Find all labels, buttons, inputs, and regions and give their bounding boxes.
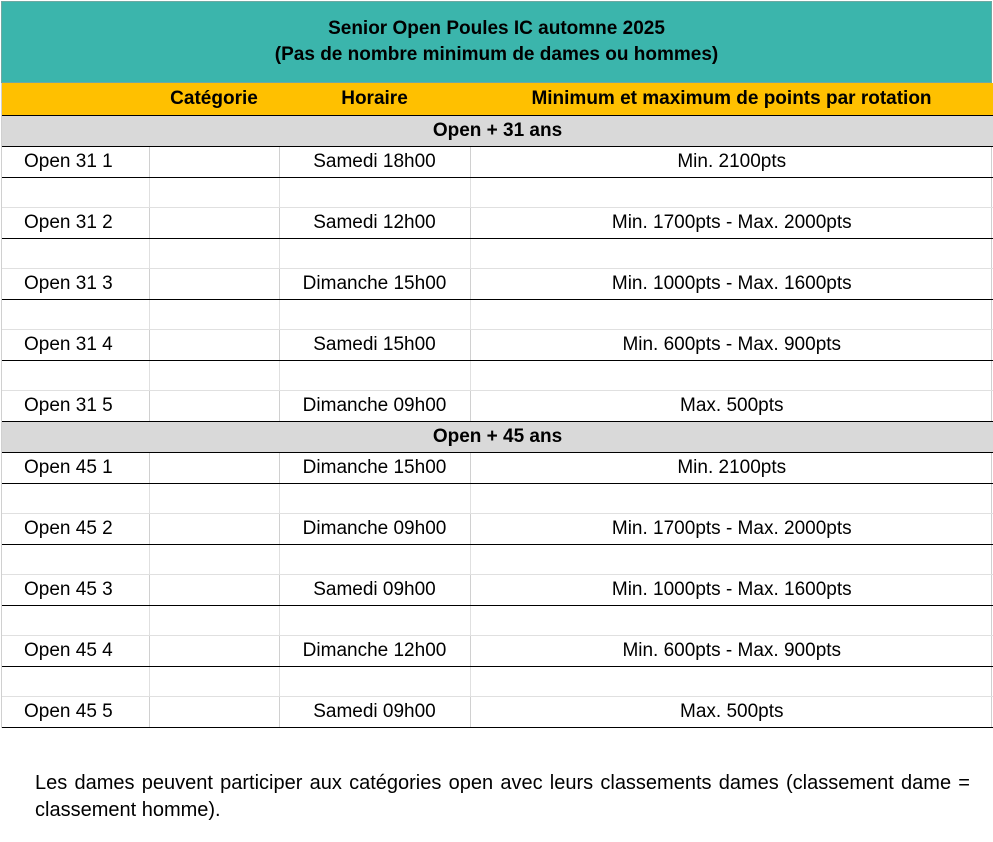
row-points-cell: Min. 1700pts - Max. 2000pts [470, 514, 993, 545]
spacer-cell [279, 484, 470, 514]
header-row [2, 83, 993, 116]
row-categorie-cell [149, 330, 279, 361]
row-categorie-cell [149, 453, 279, 484]
header-horaire: Horaire [279, 83, 470, 116]
spacer-cell [2, 239, 149, 269]
spacer-cell [2, 300, 149, 330]
row-name-cell: Open 45 4 [2, 636, 149, 667]
row-horaire-cell: Dimanche 12h00 [279, 636, 470, 667]
table-row [2, 575, 993, 606]
schedule-sheet [1, 1, 992, 728]
table-row [2, 697, 993, 728]
table-frame [1, 83, 992, 728]
spacer-cell [470, 545, 993, 575]
row-points-cell: Min. 2100pts [470, 453, 993, 484]
spacer-cell [279, 606, 470, 636]
row-name-cell: Open 31 2 [2, 208, 149, 239]
row-name-cell: Open 45 1 [2, 453, 149, 484]
row-points-cell: Max. 500pts [470, 697, 993, 728]
title-block [1, 1, 992, 83]
table-body [2, 116, 993, 728]
spacer-cell [279, 545, 470, 575]
table-row [2, 391, 993, 422]
table-row [2, 636, 993, 667]
table-row [2, 514, 993, 545]
header-categorie: Catégorie [149, 83, 279, 116]
spacer-cell [279, 178, 470, 208]
header-points: Minimum et maximum de points par rotation [470, 83, 993, 116]
section-label: Open + 45 ans [2, 422, 993, 453]
section-row [2, 116, 993, 147]
row-points-cell: Min. 600pts - Max. 900pts [470, 636, 993, 667]
row-categorie-cell [149, 208, 279, 239]
spacer-row [2, 606, 993, 636]
row-points-cell: Max. 500pts [470, 391, 993, 422]
row-name-cell: Open 31 1 [2, 147, 149, 178]
row-horaire-cell: Samedi 15h00 [279, 330, 470, 361]
spacer-cell [149, 606, 279, 636]
row-categorie-cell [149, 514, 279, 545]
row-horaire-cell: Dimanche 15h00 [279, 269, 470, 300]
row-points-cell: Min. 1000pts - Max. 1600pts [470, 269, 993, 300]
spacer-cell [2, 361, 149, 391]
table-row [2, 147, 993, 178]
schedule-table [2, 83, 993, 728]
row-name-cell: Open 31 4 [2, 330, 149, 361]
spacer-cell [470, 667, 993, 697]
spacer-cell [470, 239, 993, 269]
table-row [2, 208, 993, 239]
spacer-cell [149, 545, 279, 575]
spacer-cell [2, 484, 149, 514]
row-horaire-cell: Samedi 09h00 [279, 697, 470, 728]
spacer-row [2, 667, 993, 697]
row-horaire-cell: Samedi 12h00 [279, 208, 470, 239]
spacer-cell [470, 606, 993, 636]
note-text: Les dames peuvent participer aux catégories open avec leurs classements dames (classement dame = classement homme). [35, 772, 970, 821]
spacer-cell [470, 178, 993, 208]
row-categorie-cell [149, 391, 279, 422]
row-points-cell: Min. 1000pts - Max. 1600pts [470, 575, 993, 606]
row-categorie-cell [149, 269, 279, 300]
row-horaire-cell: Dimanche 09h00 [279, 514, 470, 545]
spacer-cell [149, 361, 279, 391]
header-col-1 [2, 83, 149, 116]
row-categorie-cell [149, 147, 279, 178]
spacer-cell [279, 239, 470, 269]
spacer-cell [470, 361, 993, 391]
row-horaire-cell: Dimanche 09h00 [279, 391, 470, 422]
title-line-1: Senior Open Poules IC automne 2025 [328, 18, 665, 39]
spacer-cell [470, 300, 993, 330]
spacer-cell [149, 667, 279, 697]
row-name-cell: Open 45 2 [2, 514, 149, 545]
row-points-cell: Min. 2100pts [470, 147, 993, 178]
row-points-cell: Min. 600pts - Max. 900pts [470, 330, 993, 361]
table-row [2, 330, 993, 361]
table-row [2, 269, 993, 300]
spacer-row [2, 484, 993, 514]
row-points-cell: Min. 1700pts - Max. 2000pts [470, 208, 993, 239]
section-row [2, 422, 993, 453]
spacer-row [2, 545, 993, 575]
spacer-cell [2, 545, 149, 575]
spacer-cell [2, 178, 149, 208]
spacer-row [2, 300, 993, 330]
section-label: Open + 31 ans [2, 116, 993, 147]
spacer-row [2, 178, 993, 208]
row-horaire-cell: Samedi 18h00 [279, 147, 470, 178]
spacer-row [2, 239, 993, 269]
row-name-cell: Open 31 5 [2, 391, 149, 422]
spacer-cell [2, 606, 149, 636]
title-line-2: (Pas de nombre minimum de dames ou hommes) [274, 44, 719, 65]
table-row [2, 453, 993, 484]
spacer-cell [149, 300, 279, 330]
row-horaire-cell: Dimanche 15h00 [279, 453, 470, 484]
row-categorie-cell [149, 575, 279, 606]
spacer-cell [279, 300, 470, 330]
row-name-cell: Open 45 3 [2, 575, 149, 606]
spacer-cell [149, 239, 279, 269]
row-categorie-cell [149, 636, 279, 667]
row-categorie-cell [149, 697, 279, 728]
spacer-cell [149, 484, 279, 514]
row-name-cell: Open 45 5 [2, 697, 149, 728]
spacer-cell [2, 667, 149, 697]
row-name-cell: Open 31 3 [2, 269, 149, 300]
spacer-cell [279, 667, 470, 697]
spacer-cell [279, 361, 470, 391]
spacer-cell [470, 484, 993, 514]
spacer-cell [149, 178, 279, 208]
row-horaire-cell: Samedi 09h00 [279, 575, 470, 606]
spacer-row [2, 361, 993, 391]
